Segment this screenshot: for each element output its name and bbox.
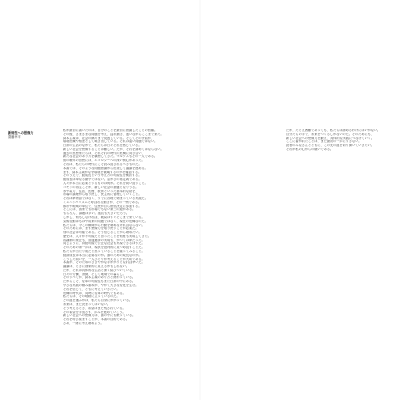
text-line: ここに書かれたことは、まだ最初の一歩にすぎない。: [286, 140, 362, 144]
text-line: 私たちは、その岐路に立っているのだ。: [63, 295, 120, 299]
text-line: だからこそ、変革の可能性もまた日常の中にある。: [63, 280, 136, 284]
text-line: 人々が本当に必要とするものは何か。それを問い直すこと。: [63, 181, 148, 185]
text-line: こうした問いを、一人ひとりが考えることが大切である。: [63, 257, 145, 261]
text-line: それは夢物語ではなく、すでに各地で始まっている実践だ。: [63, 197, 148, 201]
text-line: その後、さまざまな問題を考え、揺れ動き、迷いながらここまで来た。: [63, 132, 164, 136]
text-line: 本書が、そのためのささやかな手がかりとなれば幸いだ。: [63, 261, 145, 265]
text-line: 水や電力、住居、医療、教育といった基本的な財を、: [63, 189, 139, 193]
text-line: だが、たとえ困難であっても、私たちは諦めるわけにはいかない。: [286, 129, 381, 132]
text-line: 本書では、そのような問題意識から出発して議論を進める。: [63, 166, 148, 170]
text-line: そのすべてが、資本主義のあり方と関わっている。: [63, 276, 136, 280]
text-line: どの道を選ぶかは、私たち自身にかかっている。: [63, 299, 133, 303]
text-line: 読者のみなさんとともに、この先の道を切り開いていきたい。: [286, 144, 374, 148]
text-line: 奴隷制の廃止も、普通選挙の実現も、かつては夢だった。: [63, 238, 145, 242]
text-line: そのためには、まず想像力を取り戻すことが必要だ。: [63, 227, 139, 231]
text-line: 資本主義は、社会の隅々まで浸透している。そしてその矛盾が、: [63, 136, 155, 140]
text-line: 市場の論理から取り戻し、民主的に管理していくこと。: [63, 193, 142, 197]
text-line: 新しい社会への想像力を鍛え、具体的な実践につなげていく。: [286, 136, 375, 140]
text-line: 同じように、持続可能で公正な社会も実現できるはずだ。: [63, 242, 145, 246]
text-line: その希望を手放さず、歩みを進めていこう。: [63, 310, 126, 314]
text-line: 危機の時代は、同時に変革の時代でもある。: [63, 291, 126, 295]
text-line: 私たちは、今この瞬間から行動を始めなければならない。: [63, 223, 145, 227]
text-line: 別の社会は可能である。そう信じることから始めたい。: [63, 231, 142, 235]
text-line: それを呼び覚ますことが、本書の目的である。: [63, 318, 129, 322]
text-line: 経済成長は本当に必要なのか。誰のための成長なのか。: [63, 253, 142, 257]
text-line: しかし、何もしなければ、破局はすぐそこまで来ている。: [63, 215, 145, 219]
text-line: 自分たちの手で、未来をつくるしかないのだ。そのためにも、: [286, 132, 374, 136]
text-line: そこには、国家でも市場でもない第三の道がある。: [63, 208, 136, 212]
text-line: 気候変動はもはや将来の問題ではなく、現在の危機なのだ。: [63, 219, 148, 223]
text-line: だが、それは具体的な生活と深く結びついている。: [63, 268, 136, 272]
text-line: それは、私たちの時代にこそ読み直されるべきものだ。: [63, 163, 142, 167]
text-line: 私が最初に書いたのは、自分のことを最初に意識したことの回顧。: [63, 129, 158, 132]
text-line: 歴史は、人々が不可能だと思ったことを何度も実現してきた。: [63, 234, 151, 238]
body-text-left-page: [63, 129, 191, 326]
text-line: 新しい社会を想像することは難しい。だが、それを諦めてはならない。: [63, 147, 164, 151]
text-line: まず、資本主義がなぜ環境を破壊するのかを確認する。: [63, 170, 142, 174]
text-line: それが私の心からの願いである。: [286, 147, 334, 151]
chapter-title: 新規性への想像力: [8, 131, 34, 135]
text-line: 脱成長は単なる縮小ではない。豊かさの再定義である。: [63, 178, 142, 182]
text-line: 新たな社会のあり方を構想してきた。マルクスもその一人である。: [63, 155, 158, 159]
text-line: そのための第一歩は、現状を批判的に見つめ直すことだ。: [63, 246, 145, 250]
chapter-author: 齋藤幸平: [8, 135, 21, 140]
text-line: もちろん、課題は多い。抵抗も大きいだろう。: [63, 212, 130, 216]
text-line: 議論は、ときに抽象的に見えるかもしれない。: [63, 265, 129, 269]
page-gutter: [199, 0, 201, 400]
text-line: 都市や地域の単位で、住民が自ら意思決定に参加する。: [63, 204, 142, 208]
text-line: 私たちが当たり前だと思っていることを疑ってみること。: [63, 250, 145, 253]
text-line: 小さな実践の積み重ねが、やがて大きな変化を生む。: [63, 284, 139, 288]
text-line: 彼の晩年の思想には、エコロジーへの深い関心があった。: [63, 159, 145, 163]
text-line: コモンの再生こそが、新しい社会の基盤となりうる。: [63, 185, 139, 189]
text-line: さあ、一緒に考え始めよう。: [63, 321, 104, 325]
text-line: そのうえで、脱成長という考え方の可能性を検討する。: [63, 174, 142, 178]
text-line: それを信じて、ともに考えていきたい。: [63, 287, 120, 291]
text-line: 日常の生活のなかで、私たちは日々それを感じている。: [63, 144, 142, 148]
text-line: 日々の労働、消費、そして地域での暮らし。: [63, 272, 126, 276]
text-line: 未来は、まだ決まってはいない。: [63, 302, 111, 306]
body-text-right-page: [286, 129, 390, 152]
text-line: そう考えるとき、希望はまだ残されている。: [63, 306, 126, 310]
text-line: 環境危機や格差として噴き出している。それは遠い問題ではない。: [63, 140, 158, 144]
text-line: 過去の思想家たちは、それぞれの時代の危機に向き合い、: [63, 151, 145, 155]
text-line: 新しい社会への想像力は、誰の中にも眠っている。: [63, 314, 136, 318]
chapter-heading: [8, 131, 38, 139]
text-line: ミュニシパリズムと呼ばれる動きが、その一例である。: [63, 200, 142, 204]
